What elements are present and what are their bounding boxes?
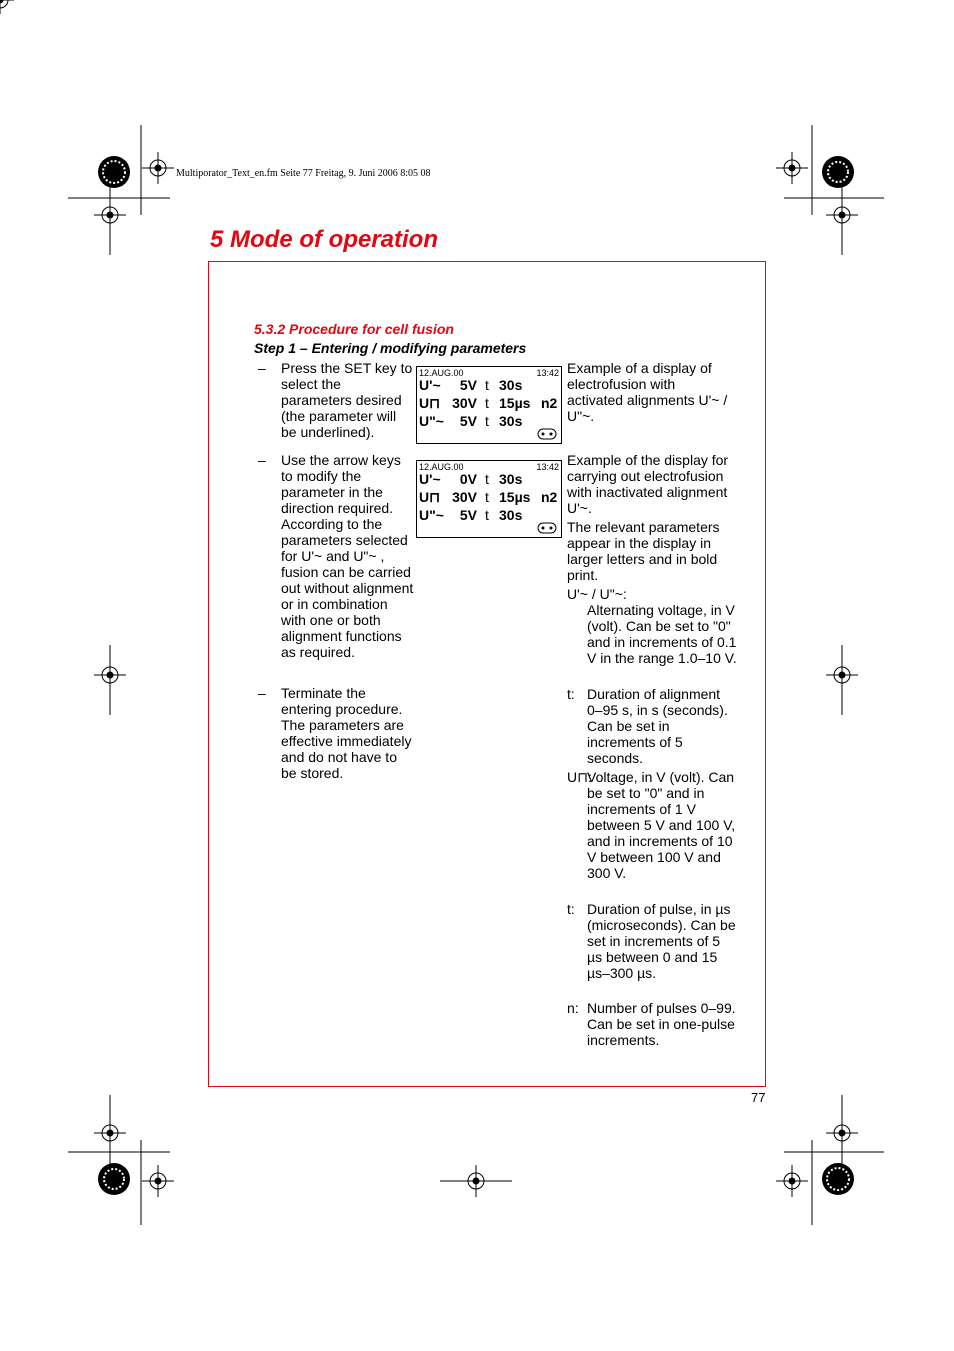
param-value: 5V — [459, 507, 477, 523]
definition-text: Alternating voltage, in V (volt). Can be set to "0" and in increments of 0.1 V in the range 1.0–10 V. — [587, 602, 737, 666]
display-1-caption: Example of a display of electrofusion with activated alignments U'~ / U"~. — [567, 360, 728, 424]
step-2-text: Use the arrow keys to modify the parameter in the direction required. According to the parameters selected for U'~ and U"~ , fusion can be carried out without alignment or in combination with one or both alignment functions as required. — [281, 452, 414, 660]
display-date: 12.AUG.00 — [419, 462, 464, 472]
display-time: 13:42 — [536, 368, 559, 378]
param-duration: 30s — [499, 413, 523, 429]
step-dash: – — [258, 360, 266, 376]
cell-icon — [537, 428, 557, 440]
param-name: U⊓ — [419, 489, 441, 505]
section-subtitle: 5.3.2 Procedure for cell fusion — [254, 321, 454, 337]
display-2-caption: Example of the display for carrying out electrofusion with inactivated alignment U'~. — [567, 452, 729, 516]
step-3-text: Terminate the entering procedure. The parameters are effective immediately and do not have to be stored. — [281, 685, 412, 781]
step-dash: – — [258, 452, 266, 468]
print-info: Multiporator_Text_en.fm Seite 77 Freitag, 9. Juni 2006 8:05 08 — [176, 168, 431, 179]
display-time: 13:42 — [536, 462, 559, 472]
param-duration: 30s — [499, 471, 523, 487]
lcd-display-2 — [416, 460, 562, 538]
definition-label: U'~ / U"~: — [567, 586, 627, 602]
param-n: n2 — [541, 395, 558, 411]
definition-voltage-alternating — [567, 586, 737, 666]
param-value: 30V — [452, 395, 477, 411]
definition-text: Voltage, in V (volt). Can be set to "0" and in increments of 1 V between 5 V and 100 V, and in increments of 10 V between 100 V and 300 V. — [587, 769, 736, 881]
param-duration: 15µs — [499, 395, 531, 411]
param-value: 30V — [452, 489, 477, 505]
param-name: U'~ — [419, 471, 441, 487]
definition-label: U⊓: — [567, 769, 592, 785]
param-value: 0V — [459, 471, 477, 487]
param-t: t — [485, 507, 489, 523]
page-number: 77 — [751, 1090, 766, 1105]
lcd-display-1 — [416, 366, 562, 444]
definition-text: Number of pulses 0–99. Can be set in one-pulse increments. — [587, 1000, 736, 1048]
definition-alignment-duration — [567, 686, 737, 766]
cell-icon — [537, 522, 557, 534]
definition-text: Duration of alignment 0–95 s, in s (seconds). Can be set in increments of 5 seconds. — [587, 686, 728, 766]
step-heading: Step 1 – Entering / modifying parameters — [254, 340, 527, 356]
param-t: t — [485, 395, 489, 411]
definition-text: Duration of pulse, in µs (microseconds). Can be set in increments of 5 µs between 0 and 15 µs–300 µs. — [587, 901, 736, 981]
param-value: 5V — [459, 377, 477, 393]
chapter-title: 5 Mode of operation — [210, 226, 438, 253]
definition-label: t: — [567, 901, 575, 917]
param-name: U⊓ — [419, 395, 441, 411]
definition-label: t: — [567, 686, 575, 702]
param-duration: 30s — [499, 377, 523, 393]
definition-pulse-voltage — [567, 769, 737, 881]
param-name: U"~ — [419, 507, 444, 523]
param-t: t — [485, 471, 489, 487]
param-name: U'~ — [419, 377, 441, 393]
display-date: 12.AUG.00 — [419, 368, 464, 378]
definition-pulse-count — [567, 1000, 737, 1048]
display-note: The relevant parameters appear in the display in larger letters and in bold print. — [567, 519, 720, 583]
param-t: t — [485, 489, 489, 505]
param-t: t — [485, 377, 489, 393]
param-name: U"~ — [419, 413, 444, 429]
param-value: 5V — [459, 413, 477, 429]
param-t: t — [485, 413, 489, 429]
step-1-text: Press the SET key to select the parameters desired (the parameter will be underlined). — [281, 360, 413, 440]
param-duration: 15µs — [499, 489, 531, 505]
param-duration: 30s — [499, 507, 523, 523]
step-dash: – — [258, 685, 266, 701]
definition-label: n: — [567, 1000, 579, 1016]
definition-pulse-duration — [567, 901, 737, 981]
param-n: n2 — [541, 489, 558, 505]
